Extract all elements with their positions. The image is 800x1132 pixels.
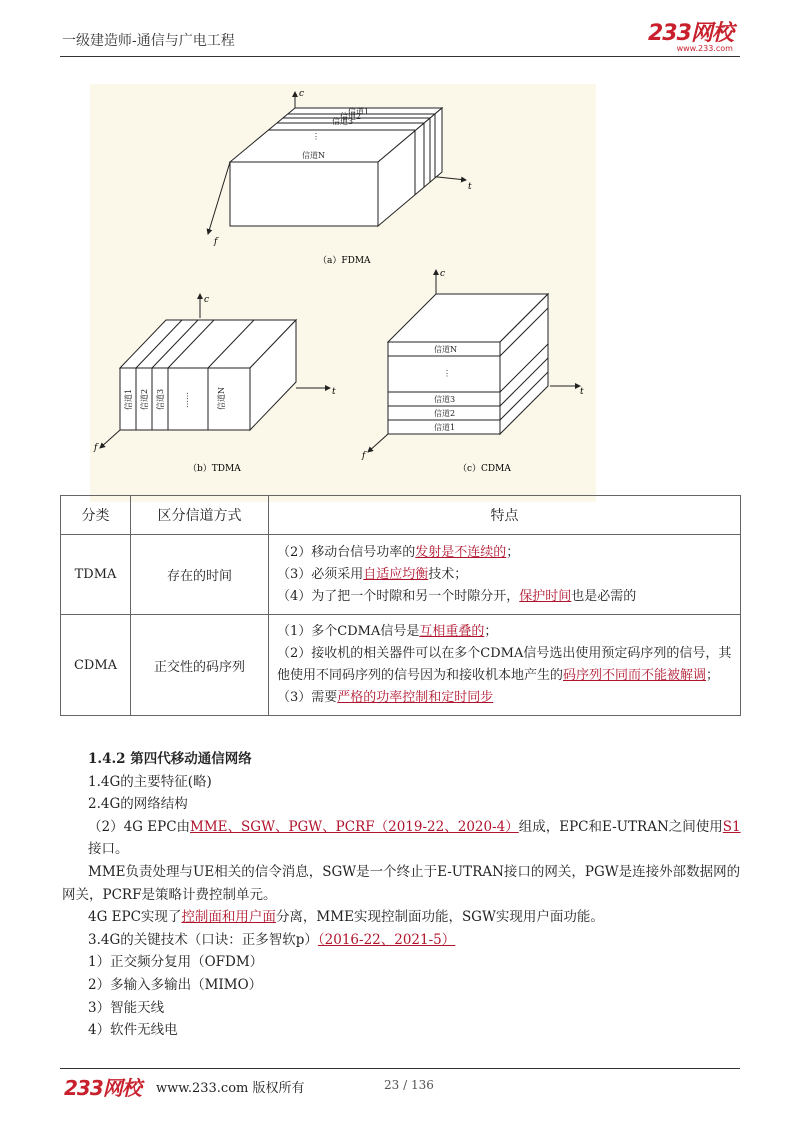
tdma-axis-c: c [204,295,210,305]
feature-line: （3）必须采用自适应均衡技术； [277,566,468,582]
cdma-channel-ellipsis: ⋮ [443,369,451,378]
table-cell-method: 存在的时间 [131,535,269,615]
cdma-axis-c: c [440,269,446,279]
multiple-access-figure [90,84,596,502]
section-body [62,748,742,1042]
fdma-diagram [208,92,466,234]
highlight-text: 互相重叠的 [419,624,485,639]
mme-paragraph: MME负责处理与UE相关的信令消息，SGW是一个终止于E-UTRAN接口的网关，PGW是连接外部数据网的网关，PCRF是策略计费控制单元。 [62,863,741,903]
access-comparison-table [60,495,741,716]
cdma-caption: （c）CDMA [458,464,511,474]
table-header-row [61,496,741,535]
tdma-channel-1: 信道1 [124,388,133,410]
tdma-channel-ellipsis: …… [181,392,190,408]
feature-line: （4）为了把一个时隙和另一个时隙分开，保护时间也是必需的 [277,588,637,604]
tdma-channel-n: 信道N [217,387,226,410]
tech-item: 4）软件无线电 [88,1022,178,1039]
fdma-channel-n: 信道N [302,151,325,160]
body-item-2: 2.4G的网络结构 [88,796,188,813]
cdma-channel-3: 信道3 [434,395,456,404]
highlight-text: 保护时间 [519,588,572,604]
table-cell-category: CDMA [61,615,131,716]
tdma-diagram [100,294,330,448]
highlight-text: 发射是不连续的 [415,544,507,560]
page-number: 23 / 136 [384,1078,434,1092]
separation-paragraph: 4G EPC实现了控制面和用户面分离，MME实现控制面功能，SGW实现用户面功能。 [88,909,604,926]
cdma-diagram [368,270,580,452]
table-header-features: 特点 [269,496,741,535]
cdma-channel-n: 信道N [434,345,457,354]
feature-line: （3）需要严格的功率控制和定时同步 [277,690,494,705]
epc-paragraph: （2）4G EPC由MME、SGW、PGW、PCRF（2019-22、2020-4）组成，EPC和E-UTRAN之间使用S1接口。 [88,818,741,858]
fdma-caption: （a）FDMA [318,256,371,266]
fdma-channel-2: 信道2 [340,112,362,121]
table-row-cdma [61,615,741,716]
key-tech-heading: 3.4G的关键技术（口诀：正多智软p）（2016-22、2021-5） [88,931,456,948]
highlight-text: 控制面和用户面 [181,909,276,926]
fdma-channel-ellipsis: ⋮ [312,132,320,141]
header-title: 一级建造师-通信与广电工程 [62,33,235,49]
header-divider [60,56,740,57]
highlight-text: （2016-22、2021-5） [317,931,456,948]
highlight-text: 严格的功率控制和定时同步 [337,690,494,705]
feature-line: （2）接收机的相关器件可以在多个CDMA信号选出使用预定码序列的信号，其他使用不同码序列的信号因为和接收机本地产生的码序列不同而不能被解调； [277,646,732,683]
body-item-1: 1.4G的主要特征(略) [88,773,212,790]
tdma-axis-f: f [94,443,98,453]
highlight-text: 码序列不同而不能被解调 [563,668,707,683]
tech-item: 2）多输入多输出（MIMO） [88,976,263,993]
table-row-tdma [61,535,741,615]
tdma-channel-3: 信道3 [156,388,165,410]
table-cell-features [269,615,741,716]
tech-item: 3）智能天线 [88,999,165,1016]
table-cell-category: TDMA [61,535,131,615]
tech-item: 1）正交频分复用（OFDM） [88,954,264,971]
tdma-channel-2: 信道2 [140,388,149,410]
footer-divider [60,1068,740,1069]
tdma-axis-t: t [332,387,336,397]
highlight-text: S1 [722,818,741,835]
fdma-channel-3: 信道3 [332,117,354,126]
highlight-text: 自适应均衡 [363,566,429,582]
footer-copyright: www.233.com 版权所有 [156,1081,305,1096]
table-header-method: 区分信道方式 [131,496,269,535]
cdma-axis-f: f [362,451,366,461]
brand-logo[interactable] [648,22,733,53]
brand-logo-url: www.233.com [676,44,733,53]
table-cell-method: 正交性的码序列 [131,615,269,716]
feature-line: （1）多个CDMA信号是互相重叠的； [277,624,498,639]
cdma-channel-2: 信道2 [434,409,456,418]
brand-logo-text: 233网校 [648,21,733,46]
tdma-caption: （b）TDMA [188,464,241,474]
fdma-axis-t: t [468,182,472,192]
cdma-axis-t: t [580,387,584,397]
table-header-category: 分类 [61,496,131,535]
section-heading: 1.4.2 第四代移动通信网络 [88,751,252,767]
feature-line: （2）移动台信号功率的发射是不连续的； [277,544,520,560]
fdma-axis-f: f [214,237,218,247]
cdma-channel-1: 信道1 [434,423,456,432]
table-cell-features [269,535,741,615]
footer-logo[interactable]: 233网校 [64,1076,141,1100]
fdma-channel-1: 信道1 [348,107,370,116]
fdma-axis-c: c [299,89,305,99]
highlight-text: MME、SGW、PGW、PCRF（2019-22、2020-4） [190,818,519,835]
